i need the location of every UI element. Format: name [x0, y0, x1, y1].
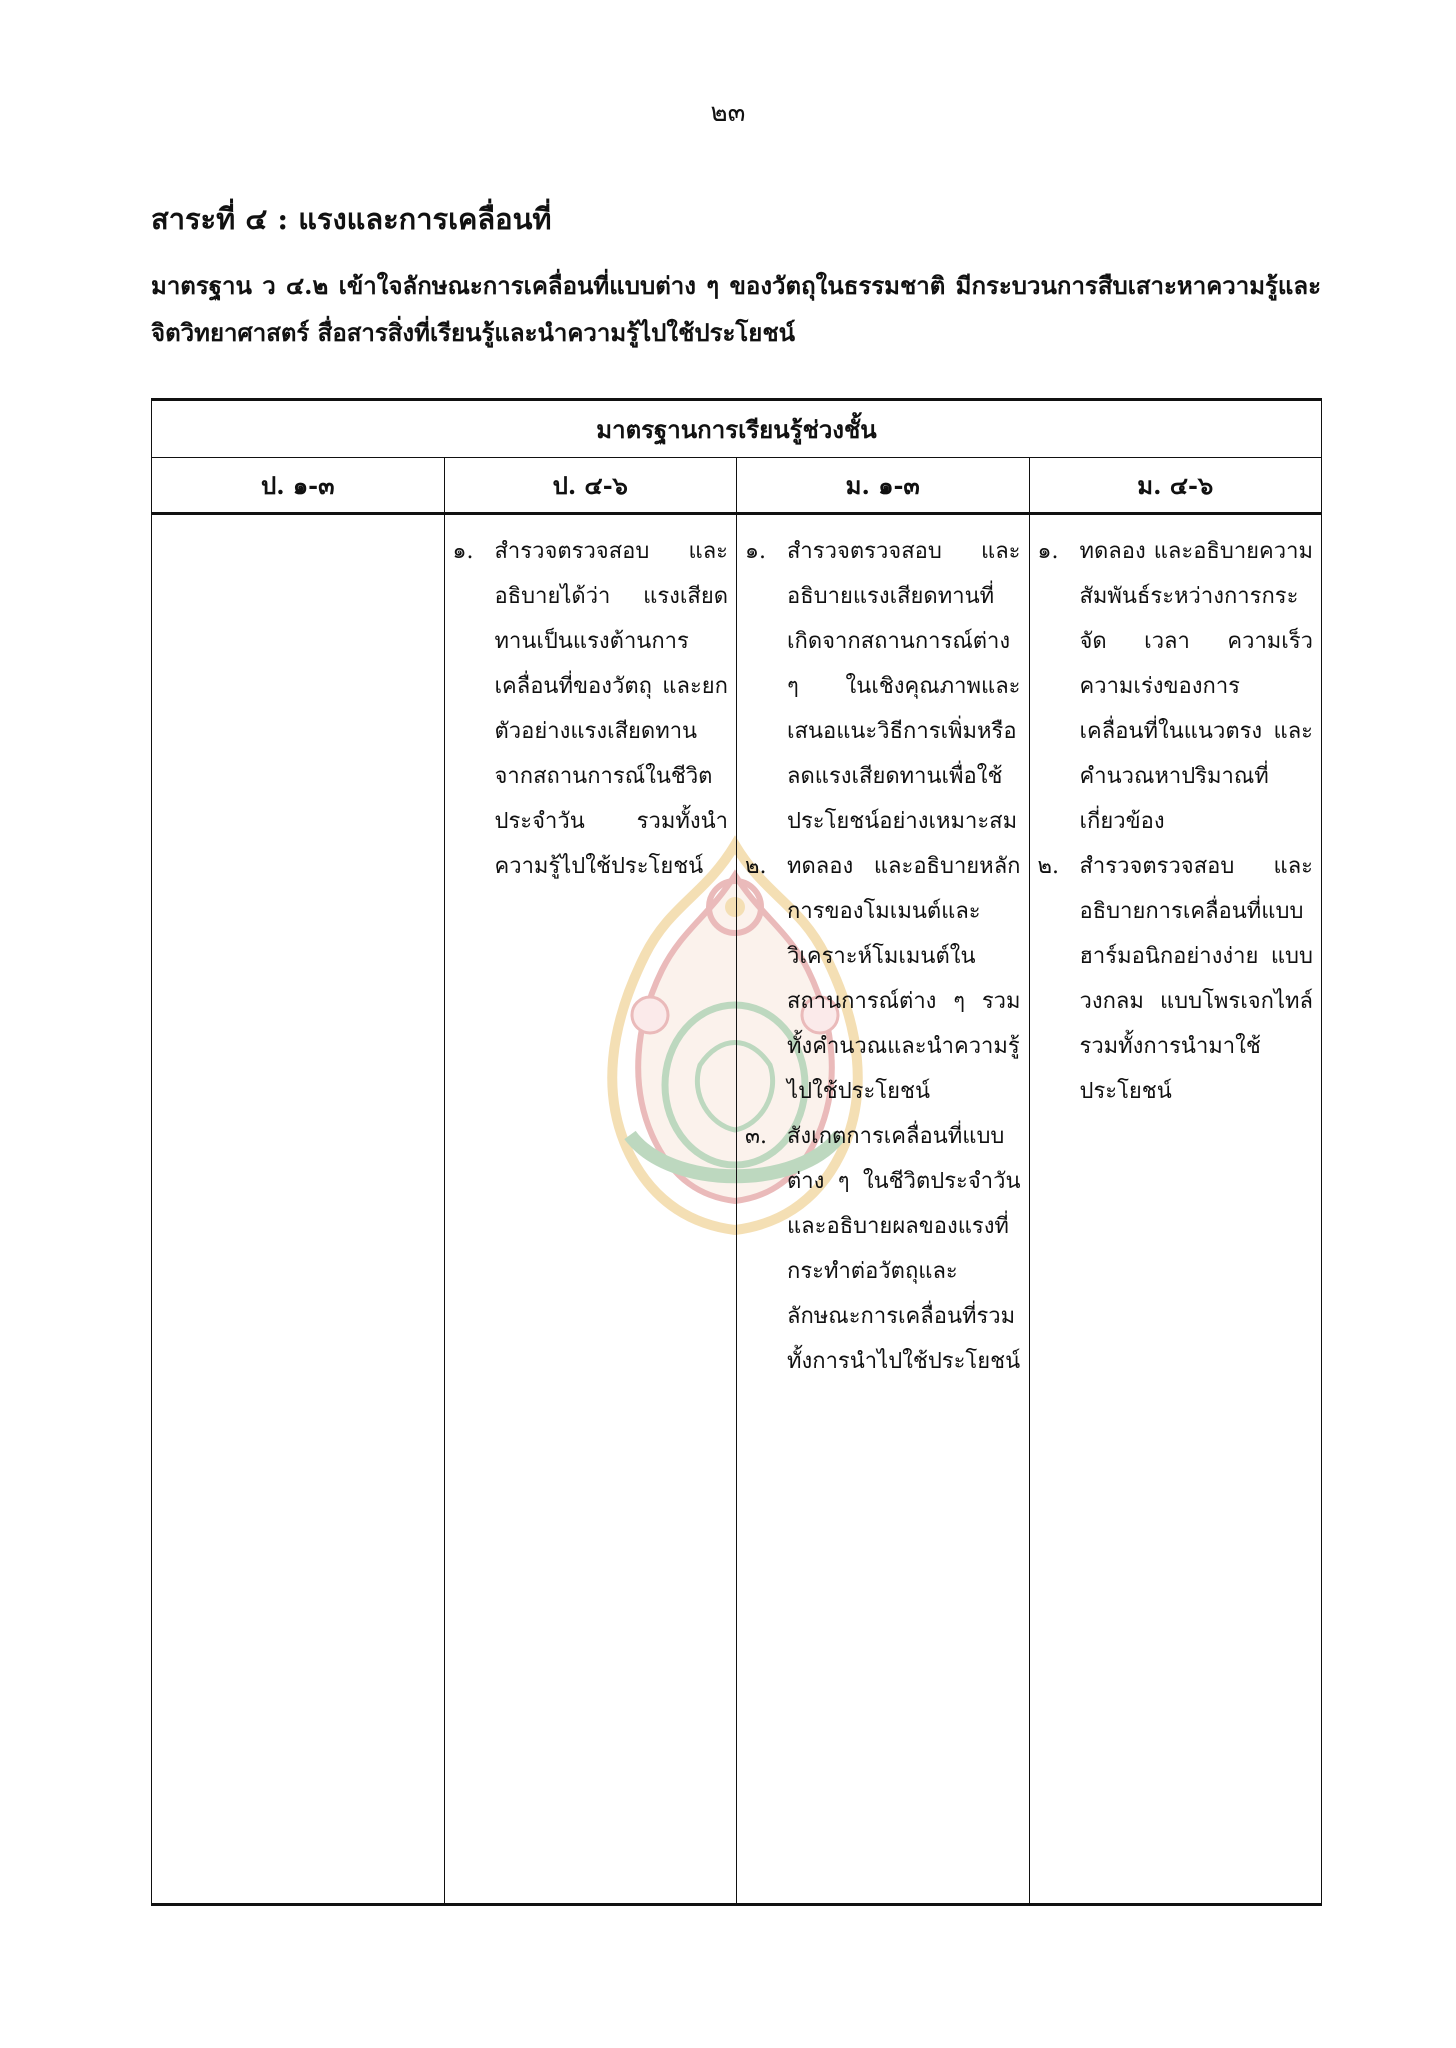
item-text: ทดลอง และอธิบายหลักการของโมเมนต์และวิเคราะห์โมเมนต์ในสถานการณ์ต่าง ๆ รวมทั้งคำนวณและนำความรู้ไปใช้ประโยชน์	[787, 854, 1021, 1104]
item-number: ๑.	[745, 539, 766, 564]
item-text: สังเกตการเคลื่อนที่แบบต่าง ๆ ในชีวิตประจำวันและอธิบายผลของแรงที่กระทำต่อวัตถุและลักษณะการเคลื่อนที่รวมทั้งการนำไปใช้ประโยชน์	[787, 1124, 1021, 1374]
list-item	[745, 1114, 1021, 1384]
column-header-p1-3: ป. ๑-๓	[152, 458, 445, 514]
item-number: ๑.	[1037, 539, 1059, 564]
learning-standards-table	[151, 398, 1322, 1906]
item-number: ๒.	[1037, 854, 1059, 879]
item-text: ทดลอง และอธิบายความสัมพันธ์ระหว่างการกระจัด เวลา ความเร็ว ความเร่งของการเคลื่อนที่ในแนวตรง และคำนวณหาปริมาณที่เกี่ยวข้อง	[1079, 539, 1313, 834]
list-item	[1038, 529, 1314, 844]
cell-p1-3	[152, 514, 445, 1905]
item-number: ๑.	[452, 539, 474, 564]
cell-m4-6	[1029, 514, 1322, 1905]
item-number: ๓.	[745, 1124, 768, 1149]
list-item	[1038, 844, 1314, 1114]
column-header-m1-3: ม. ๑-๓	[737, 458, 1030, 514]
item-text: สำรวจตรวจสอบ และอธิบายแรงเสียดทานที่เกิดจากสถานการณ์ต่าง ๆ ในเชิงคุณภาพและเสนอแนะวิธีการเพิ่มหรือลดแรงเสียดทานเพื่อใช้ประโยชน์อย่างเหมาะสม	[787, 539, 1021, 834]
cell-m1-3	[737, 514, 1030, 1905]
list-item	[453, 529, 729, 889]
subject-title: สาระที่ ๔ : แรงและการเคลื่อนที่	[151, 202, 552, 236]
list-item	[745, 844, 1021, 1114]
list-item	[745, 529, 1021, 844]
page-number: ๒๓	[710, 98, 746, 128]
item-number: ๒.	[745, 854, 767, 879]
standard-description: มาตรฐาน ว ๔.๒ เข้าใจลักษณะการเคลื่อนที่แบบต่าง ๆ ของวัตถุในธรรมชาติ มีกระบวนการสืบเสาะหาความรู้และจิตวิทยาศาสตร์ สื่อสารสิ่งที่เรียนรู้และนำความรู้ไปใช้ประโยชน์	[151, 271, 1321, 347]
cell-p4-6	[444, 514, 737, 1905]
table-group-header: มาตรฐานการเรียนรู้ช่วงชั้น	[152, 400, 1322, 458]
column-header-m4-6: ม. ๔-๖	[1029, 458, 1322, 514]
item-text: สำรวจตรวจสอบ และอธิบายการเคลื่อนที่แบบฮาร์มอนิกอย่างง่าย แบบวงกลม แบบโพรเจกไทล์ รวมทั้งการนำมาใช้ประโยชน์	[1079, 854, 1313, 1104]
column-header-p4-6: ป. ๔-๖	[444, 458, 737, 514]
item-text: สำรวจตรวจสอบ และอธิบายได้ว่า แรงเสียดทานเป็นแรงต้านการเคลื่อนที่ของวัตถุ และยกตัวอย่างแรงเสียดทานจากสถานการณ์ในชีวิตประจำวัน รวมทั้งนำความรู้ไปใช้ประโยชน์	[494, 539, 728, 879]
